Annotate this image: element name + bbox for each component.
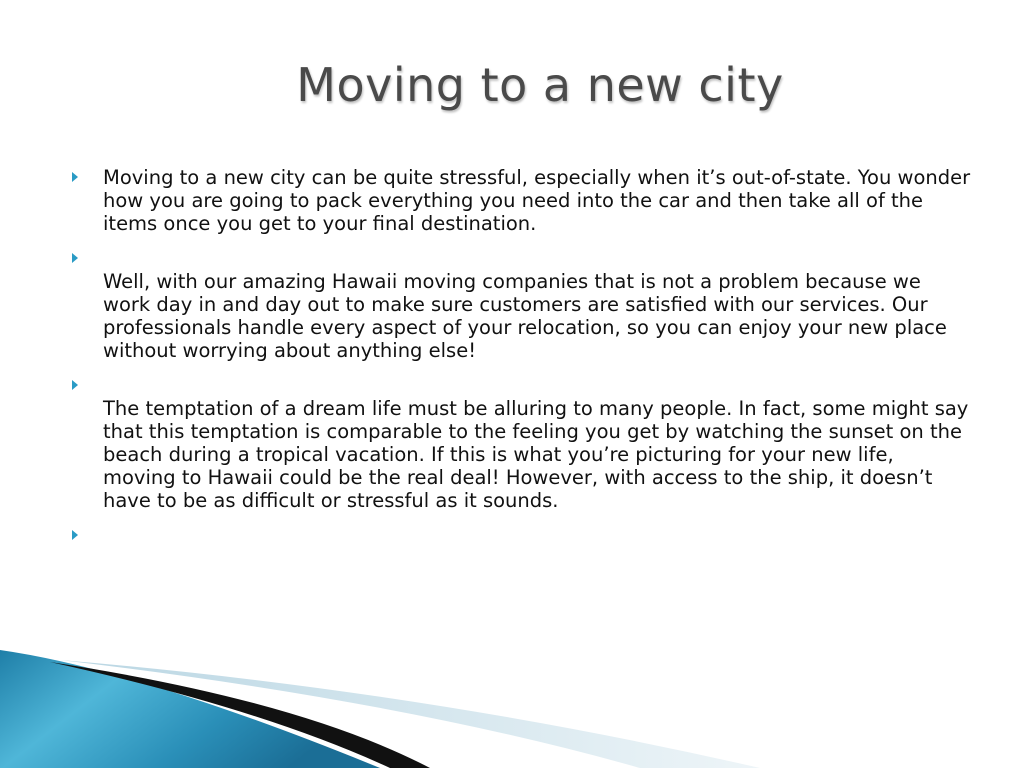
list-item: [72, 247, 972, 362]
bullet-list: [72, 166, 972, 559]
triangle-bullet-icon: [72, 172, 78, 182]
bullet-text: The temptation of a dream life must be alluring to many people. In fact, some might say that this temptation is comparable to the feeling you get by watching the sunset on the beach during a tropical vacation. If this is what you’re picturing for your new life, moving to Hawaii could be the real deal! However, with access to the ship, it doesn’t have to be as difficult or stressful as it sounds.: [103, 397, 969, 512]
triangle-bullet-icon: [72, 253, 78, 263]
wave-blue-band: [0, 650, 380, 768]
decorative-wave-footer: [0, 630, 1024, 768]
bullet-text: Well, with our amazing Hawaii moving companies that is not a problem because we work day in and day out to make sure customers are satisfied with our services. Our professionals handle every aspect of your relocation, so you can enjoy your new place without worrying about anything else!: [103, 270, 947, 362]
list-item: [72, 166, 972, 235]
triangle-bullet-icon: [72, 530, 78, 540]
list-item: [72, 524, 972, 547]
bullet-text: [103, 524, 972, 547]
triangle-bullet-icon: [72, 380, 78, 390]
list-item: [72, 374, 972, 512]
slide-title: Moving to a new city: [296, 58, 784, 112]
bullet-text: Moving to a new city can be quite stressful, especially when it’s out-of-state. You wonder how you are going to pack everything you need into the car and then take all of the items once you get to your final destination.: [103, 166, 971, 235]
